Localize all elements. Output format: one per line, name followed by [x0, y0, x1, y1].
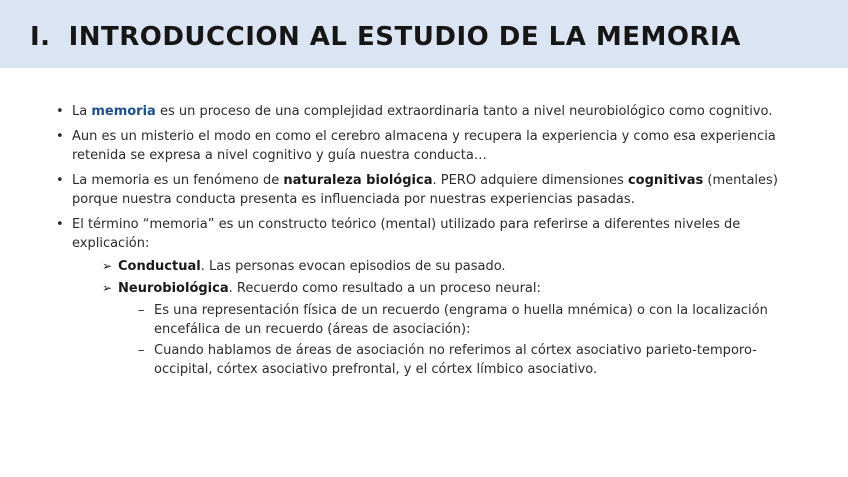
slide-title-text: INTRODUCCION AL ESTUDIO DE LA MEMORIA: [68, 22, 741, 52]
level-item-conductual: [102, 257, 786, 276]
levels-list: [72, 257, 786, 379]
details-list: [118, 301, 786, 379]
level-label: Conductual: [118, 259, 201, 274]
detail-item: – Cuando hablamos de áreas de asociación no referimos al córtex asociativo parieto-temporo-occipital, córtex asociativo prefrontal, y el córtex límbico asociativo.: [138, 341, 786, 379]
bullet-item-fenomeno: [56, 171, 786, 209]
title-bar: [0, 0, 848, 68]
bullet-text: es un proceso de una complejidad extraordinaria tanto a nivel neurobiológico como cognitivo.: [155, 104, 773, 119]
bullet-list: [56, 102, 786, 379]
bullet-item-termino: [56, 215, 786, 379]
bold-naturaleza-biologica: naturaleza biológica: [283, 173, 433, 188]
bullet-item-memoria: [56, 102, 786, 121]
bullet-text: El término “memoria” es un constructo teórico (mental) utilizado para referirse a diferentes niveles de explicación:: [72, 217, 741, 251]
level-text: . Recuerdo como resultado a un proceso neural:: [228, 281, 541, 296]
bullet-text: La: [72, 104, 92, 119]
highlight-memoria: memoria: [91, 104, 156, 119]
slide-number: I.: [30, 22, 51, 52]
bullet-text: La memoria es un fenómeno de: [72, 173, 284, 188]
bullet-text: (mentales) porque nuestra conducta presenta es influenciada por nuestras experiencias pasadas.: [72, 173, 778, 207]
bullet-text: . PERO adquiere dimensiones: [432, 173, 628, 188]
bullet-item-misterio: [56, 127, 786, 165]
slide-content: [56, 102, 786, 385]
slide-title: [30, 22, 741, 52]
level-label: Neurobiológica: [118, 281, 229, 296]
level-text: . Las personas evocan episodios de su pasado.: [200, 259, 506, 274]
level-item-neurobiologica: [102, 279, 786, 379]
bold-cognitivas: cognitivas: [627, 173, 704, 188]
bullet-text: Aun es un misterio el modo en como el cerebro almacena y recupera la experiencia y como esa experiencia retenida se expresa a nivel cognitivo y guía nuestra conducta…: [72, 129, 776, 163]
detail-item: – Es una representación física de un recuerdo (engrama o huella mnémica) o con la localización encefálica de un recuerdo (áreas de asociación):: [138, 301, 786, 339]
